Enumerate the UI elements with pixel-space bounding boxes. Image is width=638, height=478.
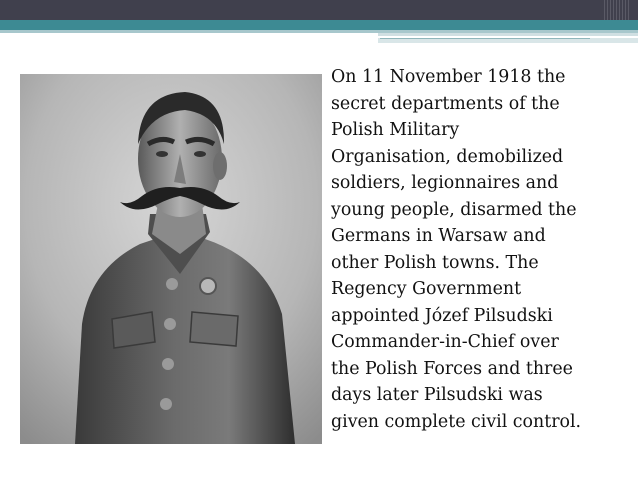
body-line: appointed Józef Pilsudski xyxy=(331,305,553,326)
body-line: the Polish Forces and three xyxy=(331,358,573,379)
body-line: days later Pilsudski was xyxy=(331,385,543,405)
body-line: secret departments of the xyxy=(331,93,560,114)
header-dark-bar xyxy=(0,0,638,20)
body-line: Commander-in-Chief over xyxy=(331,332,559,352)
body-line: Organisation, demobilized xyxy=(331,146,564,167)
body-line: young people, disarmed the xyxy=(331,199,577,220)
body-line: other Polish towns. The xyxy=(331,252,539,273)
body-line: Germans in Warsaw and xyxy=(331,226,546,246)
portrait-illustration xyxy=(20,74,322,444)
body-line: Polish Military xyxy=(331,120,460,140)
header-teal-bar xyxy=(0,20,638,30)
header-accent-line xyxy=(380,38,590,39)
body-paragraph xyxy=(331,64,631,435)
body-line: Regency Government xyxy=(331,279,522,299)
body-line: given complete civil control. xyxy=(331,411,582,432)
body-line: soldiers, legionnaires and xyxy=(331,173,559,193)
body-line: On 11 November 1918 the xyxy=(331,67,566,87)
portrait-photo xyxy=(20,74,322,444)
header-stripes xyxy=(604,0,630,20)
